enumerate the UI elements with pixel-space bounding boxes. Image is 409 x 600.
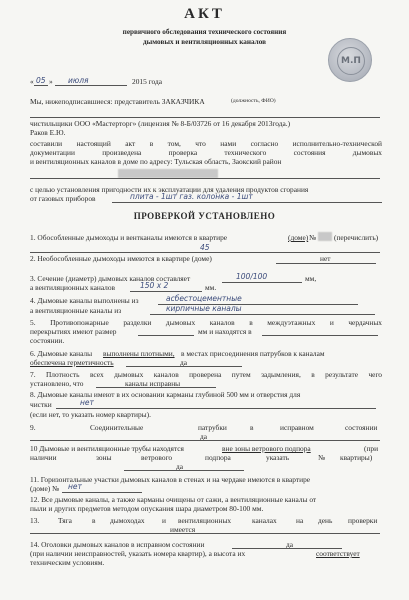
item2-value: нет [320, 254, 331, 263]
item13-e: и [162, 516, 166, 525]
seal-stamp-text: М.П [337, 47, 365, 75]
item5-line3: состоянии. [30, 336, 65, 345]
item9-c: патрубки [198, 423, 227, 432]
item13-j: проверки [348, 516, 378, 525]
item3-handwritten2: 150 х 2 [140, 281, 169, 290]
item7-line1: 7. Плотность всех дымовых каналов проверена путем задымления, в результате чего [30, 370, 382, 379]
item13-h: на [296, 516, 304, 525]
intro-line1-note: (должность, ФИО) [231, 98, 276, 104]
item4-handwritten2: кирпичные каналы [166, 304, 242, 313]
item3-mm2: мм. [205, 283, 217, 292]
item14-line3: техническим условиям. [30, 558, 105, 567]
item1-handwritten: 45 [200, 243, 210, 252]
intro-line2: чистильщики ООО «Мастерторг» (лицензия № 8-Б/03726 от 16 декабря 2013года.) [30, 119, 291, 128]
intro-para-line1: составили настоящий акт в том, что нами согласно исполнительно-технической [30, 139, 382, 148]
item13-a: 13. [30, 516, 40, 525]
item8-line3: (если нет, то указать номер квартиры). [30, 410, 151, 419]
document-page: АКТ первичного обследования технического состояния дымовых и вентиляционных каналов М.П « 05 » июля 2015 года Мы, нижеподписавшиеся: представитель ЗАКАЗЧИКА (должность, ФИО) чистильщики ООО «Мастерторг» (лицензия № 8-Б/03726 от 16 декабря 2013года.) Раков Е.Ю. составили настоящий акт в том, что нами согласно исполнительно-технической документации произведена проверка технического состояния дымовых и вентиляционных каналов в доме по адресу: Тульская область, Заокский район с целью установления пригодности их к эксплуатации для удаления продуктов сгорания от газовых приборов плита - 1шт газ. колонка - 1шт ПРОВЕРКОЙ УСТАНОВЛЕНО 1. Обособленные дымоходы и вентканалы имеются в квартире (доме) № (перечислить) 45 2. Необособленные дымоходы имеются в квартире (доме) нет 3. Сечение (диаметр) дымовых каналов составляет 100/100 мм, а вентиляционных каналов 150 х 2 мм. 4. Дымовые каналы выполнены из асбестоцементные а вентиляционные каналы из кирпичные каналы 5. Противопожарные разделки дымовых каналов в междуэтажных и чердачных перекрытиях имеют размер мм и находятся в состоянии. 6. Дымовые каналы выполнены плотными, в местах присоединения патрубков к каналам обеспечена герметичность да 7. Плотность всех дымовых каналов проверена путем задымления, в результате чего установлено, что каналы исправны 8. Дымовые каналы имеют в их основании карманы глубиной 500 мм и отверстия для чистки нет (если нет, то указать номер квартиры). 9. Соединительные патрубки в исправном состоянии да 10 Дымовые и вентиляционные трубы находятся вне зоны ветрового подпора (при наличии зоны ветрового подпора указать № квартиры) да 11. Горизонтальные участки дымовых каналов в стенах и на чердаке имеются в квартире (доме) № нет 12. Все дымовые каналы, а также карманы очищены от сажи, а вентиляционные каналы от пыли и других предметов методом опускания шара диаметром 80-100 мм. 13. Тяга в дымоходах и вентиляционных каналах на день проверки имеется 14. Оголовки дымовых каналов в исправном состоянии да (при наличии неисправностей, указать номера квартир), а высота их соответствует техническим условиям. [0, 0, 409, 600]
item13-g: каналах [252, 516, 277, 525]
item8-handwritten: нет [80, 398, 94, 407]
item10-l2e: указать [266, 453, 290, 462]
item1-text: 1. Обособленные дымоходы и вентканалы имеются в квартире [30, 233, 228, 242]
item13-c: в [92, 516, 96, 525]
item13-b: Тяга [58, 516, 72, 525]
item10-line1b: (при [364, 444, 379, 453]
purpose-line1: с целью установления пригодности их к эксплуатации для удаления продуктов сгорания [30, 185, 309, 194]
item8-line1: 8. Дымовые каналы имеют в их основании карманы глубиной 500 мм и отверстия для [30, 390, 301, 399]
item6-line1a: 6. Дымовые каналы [30, 349, 93, 358]
item2-text: 2. Необособленные дымоходы имеются в квартире (доме) [30, 254, 212, 263]
item9-a: 9. [30, 423, 36, 432]
item10-l2g: квартиры) [340, 453, 373, 462]
item13-f: вентиляционных [178, 516, 232, 525]
item10-l2d: подпора [205, 453, 231, 462]
item11-line2: (доме) № [30, 484, 60, 493]
item6-line1u: выполнены плотными, [103, 349, 175, 358]
item5-line1: 5. Противопожарные разделки дымовых каналов в междуэтажных и чердачных [30, 318, 382, 327]
item9-d: в [250, 423, 254, 432]
item5-line2: перекрытиях имеют размер [30, 327, 117, 336]
item11-line1: 11. Горизонтальные участки дымовых каналов в стенах и на чердаке имеются в квартире [30, 475, 311, 484]
item12-line2: пыли и других предметов методом опускания шара диаметром 80-100 мм. [30, 504, 264, 513]
item13-i: день [318, 516, 333, 525]
item9-f: состоянии [345, 423, 378, 432]
item6-line2u: обеспечена герметичность [30, 358, 114, 367]
item12-line1: 12. Все дымовые каналы, а также карманы очищены от сажи, а вентиляционные каналы от [30, 495, 317, 504]
intro-line3: Раков Е.Ю. [30, 128, 66, 137]
item1-end: (перечислить) [334, 233, 379, 242]
date-day: 05 [36, 76, 46, 85]
item4-handwritten1: асбестоцементные [166, 294, 242, 303]
item3-mm1: мм, [305, 274, 317, 283]
item10-line1u: вне зоны ветрового подпора [222, 444, 311, 453]
item6-line2v: да [180, 358, 188, 367]
item10-l2a: наличии [30, 453, 57, 462]
intro-para-line2: документации произведена проверка технического состояния дымовых [30, 148, 382, 157]
purpose-line2: от газовых приборов [30, 194, 96, 203]
document-subtitle-line2: дымовых и вентиляционных каналов [142, 38, 266, 46]
item9-value: да [200, 432, 208, 441]
document-subtitle-line1: первичного обследования технического состояния [122, 28, 287, 36]
item14-line2u: соответствует [316, 549, 360, 558]
date-year: 2015 года [132, 77, 162, 86]
item6-line1b: в местах присоединения патрубков к каналам [181, 349, 325, 358]
item3-line2: а вентиляционных каналов [30, 283, 116, 292]
item14-line1: 14. Оголовки дымовых каналов в исправном состоянии [30, 540, 205, 549]
item10-l2b: зоны [96, 453, 112, 462]
date-month: июля [68, 76, 89, 85]
item5-line2b: мм и находятся в [198, 327, 252, 336]
item9-b: Соединительные [90, 423, 144, 432]
item3-handwritten1: 100/100 [236, 272, 268, 281]
item14-line2: (при наличии неисправностей, указать номера квартир), а высота их [30, 549, 246, 558]
item8-line2: чистки [30, 400, 52, 409]
seal-stamp-icon [328, 38, 372, 82]
item4-line2: а вентиляционные каналы из [30, 306, 122, 315]
section-heading: ПРОВЕРКОЙ УСТАНОВЛЕНО [133, 211, 276, 221]
item4-line1: 4. Дымовые каналы выполнены из [30, 296, 139, 305]
item13-d: дымоходах [110, 516, 145, 525]
item13-value: имеется [170, 525, 196, 534]
intro-line1: Мы, нижеподписавшиеся: представитель ЗАКАЗЧИКА [30, 97, 205, 106]
redacted-number [318, 232, 332, 241]
item10-line1: 10 Дымовые и вентиляционные трубы находятся [30, 444, 184, 453]
item1-dom: (доме) [288, 233, 309, 242]
item9-e: исправном [280, 423, 314, 432]
item3-line1: 3. Сечение (диаметр) дымовых каналов составляет [30, 274, 191, 283]
item1-no: № [309, 233, 317, 242]
purpose-handwritten: плита - 1шт газ. колонка - 1шт [130, 192, 253, 201]
document-title: АКТ [184, 6, 225, 22]
item14-value: да [286, 540, 294, 549]
item7-value: каналы исправны [125, 379, 181, 388]
item10-value: да [176, 462, 184, 471]
item10-l2c: ветрового [141, 453, 173, 462]
intro-para-line3: и вентиляционных каналов в доме по адресу: Тульская область, Заокский район [30, 157, 282, 166]
redacted-address [118, 169, 218, 178]
item10-l2f: № [318, 453, 326, 462]
item11-handwritten: нет [68, 482, 82, 491]
item7-line2: установлено, что [30, 379, 84, 388]
